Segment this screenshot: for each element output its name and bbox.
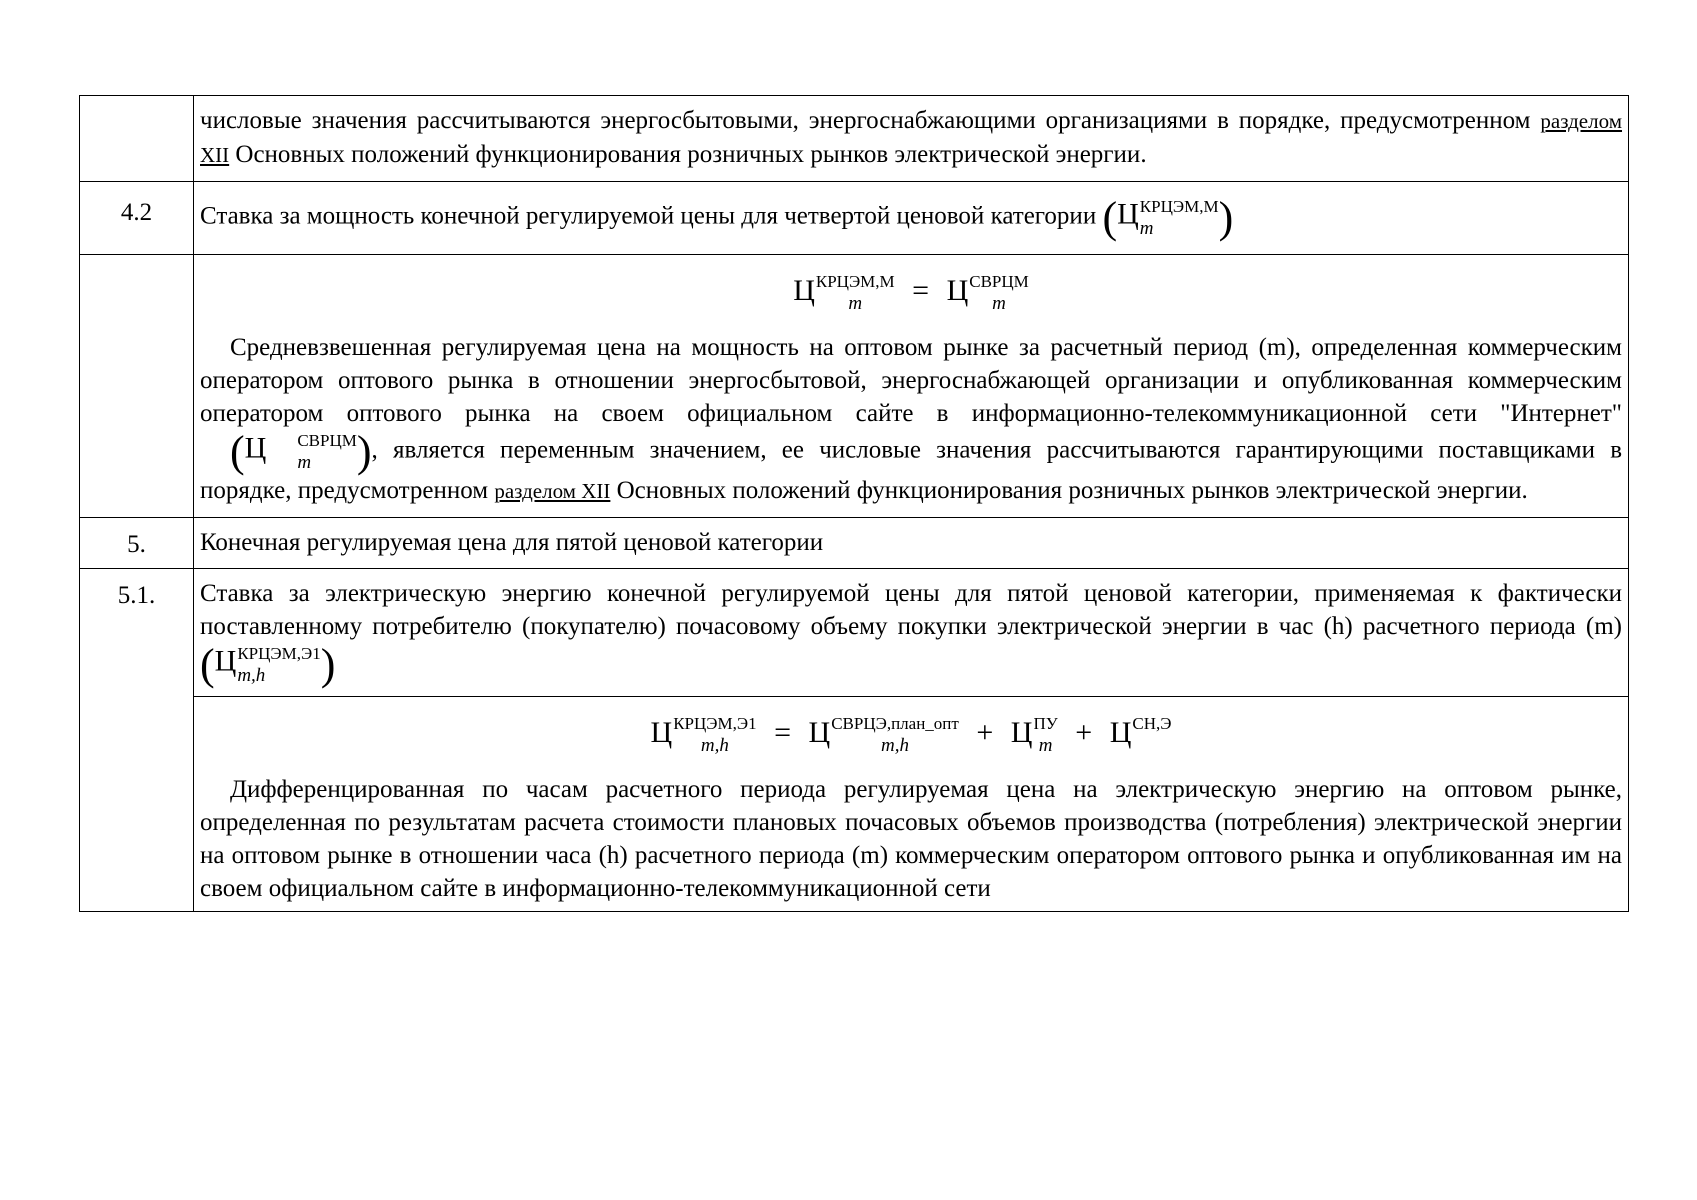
- paragraph-text: Конечная регулируемая цена для пятой ценовой категории: [200, 529, 824, 556]
- row-number: 5.1.: [80, 569, 194, 912]
- row-text: [194, 255, 1629, 518]
- row-number: [80, 96, 194, 182]
- table-row: [80, 518, 1629, 569]
- formula: Ц КРЦЭМ,М m = Ц СВРЦМ m: [793, 272, 1029, 314]
- paragraph-text: Дифференцированная по часам расчетного периода регулируемая цена на электрическую энергию на оптовом рынке, определенная по результатам расчета стоимости плановых почасовых объемов производства (потребления) электрической энергии на оптовом рынке в отношении часа (h) расчетного периода (m) коммерческим оператором оптового рынка и опубликованная им на своем официальном сайте в информационно-телекоммуникационной сети: [200, 776, 1622, 902]
- row-text: [194, 697, 1629, 912]
- tariff-table: [79, 95, 1629, 912]
- formula-symbol: (Ц КРЦЭМ,М m ): [1102, 193, 1234, 242]
- paragraph-text: Основных положений функционирования розничных рынков электрической энергии.: [235, 141, 1147, 168]
- table-row: [80, 255, 1629, 518]
- row-number: 5.: [80, 518, 194, 569]
- paragraph-text: Основных положений функционирования розничных рынков электрической энергии.: [616, 477, 1528, 504]
- table-row: [80, 569, 1629, 697]
- row-number: [80, 255, 194, 518]
- formula-symbol: (Ц СВРЦМ m ): [230, 427, 372, 476]
- paragraph-text: числовые значения рассчитываются энергосбытовыми, энергоснабжающими организациями в порядке, предусмотренном: [200, 107, 1531, 134]
- formula: Ц КРЦЭМ,Э1 m,h = Ц СВРЦЭ,план_опт m,h + Ц ПУ m + Ц СН,Э: [650, 714, 1172, 756]
- paragraph-text: , является переменным значением, ее числовые значения рассчитываются гарантирующими поставщиками в порядке, предусмотренном: [200, 436, 1622, 504]
- row-text: [194, 182, 1629, 255]
- paragraph-text: Ставка за мощность конечной регулируемой цены для четвертой ценовой категории: [200, 202, 1097, 230]
- formula-symbol: (Ц КРЦЭМ,Э1 m,h ): [200, 640, 336, 689]
- row-text: [194, 569, 1629, 697]
- section-link[interactable]: разделом XII: [200, 109, 1623, 167]
- row-text: [194, 518, 1629, 569]
- paragraph-text: Средневзвешенная регулируемая цена на мощность на оптовом рынке за расчетный период (m), определенная коммерческим оператором оптового рынка в отношении энергосбытовой, энергоснабжающей организации и опубликованная коммерческим оператором оптового рынка на своем официальном сайте в информационно-телекоммуникационной сети "Интернет": [200, 334, 1622, 427]
- table-row: [80, 182, 1629, 255]
- table-row: [80, 697, 1629, 912]
- paragraph-text: Ставка за электрическую энергию конечной регулируемой цены для пятой ценовой категории, применяемая к фактически поставленному потребителю (покупателю) почасовому объему покупки электрической энергии в час (h) расчетного периода (m): [200, 580, 1622, 640]
- table-row: [80, 96, 1629, 182]
- row-text: [194, 96, 1629, 182]
- section-link[interactable]: разделом XII: [494, 479, 611, 503]
- row-number: 4.2: [80, 182, 194, 255]
